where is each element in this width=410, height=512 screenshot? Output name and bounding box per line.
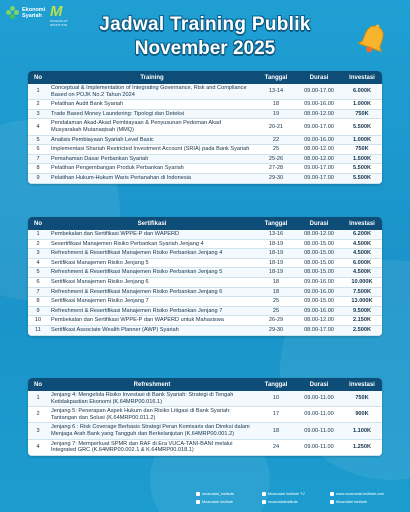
row-number: 9 (28, 173, 48, 183)
table-row (28, 173, 382, 183)
row-date: 19 (256, 109, 296, 119)
row-number: 8 (28, 164, 48, 174)
row-number: 6 (28, 145, 48, 155)
linkedin-icon (330, 500, 334, 504)
table-row (28, 391, 382, 407)
row-title: Pembekalan dan Sertifikasi WPPE-P dan WAPERD (48, 230, 256, 239)
row-title: Refreshment & Resertifikasi Manajemen Risiko Perbankan Jenjang 4 (48, 249, 256, 259)
row-duration: 08.00-15.00 (296, 249, 342, 259)
row-price: 6.000K (342, 84, 382, 100)
row-duration: 08.00-15.00 (296, 239, 342, 249)
row-number: 7 (28, 154, 48, 164)
row-duration: 08.00-12.00 (296, 154, 342, 164)
row-number: 4 (28, 439, 48, 455)
row-duration: 09.00-16.00 (296, 100, 342, 110)
row-duration: 09.00-11.00 (296, 407, 342, 423)
row-date: 24 (256, 439, 296, 455)
row-title: Pelatihan Audit Bank Syariah (48, 100, 256, 110)
row-number: 9 (28, 306, 48, 316)
row-price: 750K (342, 109, 382, 119)
row-duration: 08.00-17.00 (296, 325, 342, 335)
row-title: Implementasi Shariah Restricted Investment Account (SRIA) pada Bank Syariah (48, 145, 256, 155)
row-price: 7.500K (342, 287, 382, 297)
row-date: 18 (256, 100, 296, 110)
row-title: Sertifikasi Manajemen Risiko Jenjang 7 (48, 297, 256, 307)
row-price: 9.500K (342, 306, 382, 316)
table-header (28, 378, 382, 391)
row-date: 18-19 (256, 268, 296, 278)
footer-facebook[interactable]: Muamalat Institute (196, 500, 233, 504)
table-header (28, 217, 382, 230)
table-row (28, 277, 382, 287)
row-price: 4.500K (342, 239, 382, 249)
row-duration: 09.00-11.00 (296, 439, 342, 455)
row-number: 2 (28, 100, 48, 110)
col-no: No (28, 71, 48, 84)
logo1-line2: Syariah (22, 13, 42, 19)
row-date: 25 (256, 145, 296, 155)
row-number: 1 (28, 391, 48, 407)
row-date: 29-30 (256, 173, 296, 183)
row-date: 18 (256, 423, 296, 439)
logo2-sub: MUAMALAT INSTITUTE (50, 19, 68, 27)
row-price: 4.500K (342, 249, 382, 259)
table-header (28, 71, 382, 84)
table-row (28, 306, 382, 316)
footer-instagram[interactable]: muamalat_institute (196, 492, 234, 496)
row-price: 900K (342, 407, 382, 423)
row-price: 1.500K (342, 154, 382, 164)
instagram-icon (196, 492, 200, 496)
row-duration: 09.00-16.00 (296, 287, 342, 297)
col-price: Investasi (342, 378, 382, 391)
row-title: Jenjang 5: Penerapan Aspek Hukum dan Risiko Litigasi di Bank Syariah: Tantangan dan Solusi (K.64MRP00.011.2) (48, 407, 256, 423)
row-price: 1.250K (342, 439, 382, 455)
table-row (28, 297, 382, 307)
row-date: 18 (256, 277, 296, 287)
row-number: 8 (28, 297, 48, 307)
row-title: Sertifikasi Manajemen Risiko Jenjang 5 (48, 258, 256, 268)
row-date: 13-14 (256, 84, 296, 100)
table-row (28, 135, 382, 145)
table-row (28, 119, 382, 135)
col-duration: Durasi (296, 378, 342, 391)
row-number: 5 (28, 268, 48, 278)
col-duration: Durasi (296, 217, 342, 230)
row-price: 2.150K (342, 316, 382, 326)
sertifikasi-table (28, 217, 382, 336)
row-price: 5.500K (342, 119, 382, 135)
col-duration: Durasi (296, 71, 342, 84)
refreshment-table (28, 378, 382, 456)
row-price: 750K (342, 391, 382, 407)
row-duration: 08.00-15.00 (296, 268, 342, 278)
table-row (28, 268, 382, 278)
row-duration: 08.00-12.00 (296, 230, 342, 239)
row-number: 7 (28, 287, 48, 297)
bell-icon (356, 22, 390, 56)
row-date: 26-29 (256, 316, 296, 326)
row-date: 10 (256, 391, 296, 407)
row-date: 20-21 (256, 119, 296, 135)
table-row (28, 145, 382, 155)
row-date: 25-26 (256, 154, 296, 164)
page-title: Jadwal Training Publik (99, 14, 311, 35)
table-row (28, 316, 382, 326)
table-row (28, 407, 382, 423)
logo1-line1: Ekonomi (22, 7, 46, 13)
row-number: 2 (28, 407, 48, 423)
row-date: 18-19 (256, 258, 296, 268)
row-duration: 08.00-12.00 (296, 316, 342, 326)
row-number: 1 (28, 84, 48, 100)
row-price: 2.500K (342, 325, 382, 335)
row-price: 10.000K (342, 277, 382, 287)
row-price: 5.500K (342, 164, 382, 174)
table-row (28, 249, 382, 259)
table-row (28, 258, 382, 268)
page-subtitle: November 2025 (134, 38, 276, 59)
col-date: Tanggal (256, 378, 296, 391)
row-number: 3 (28, 249, 48, 259)
twitter-icon (262, 500, 266, 504)
globe-icon (330, 492, 334, 496)
row-duration: 09.00-17.00 (296, 164, 342, 174)
row-date: 22 (256, 135, 296, 145)
row-date: 17 (256, 407, 296, 423)
row-duration: 09.00-16.00 (296, 277, 342, 287)
row-title: Sesertifikasi Manajemen Risiko Perbankan Syariah Jenjang 4 (48, 239, 256, 249)
row-date: 27-28 (256, 164, 296, 174)
row-duration: 09.00-17.00 (296, 119, 342, 135)
row-number: 1 (28, 230, 48, 239)
col-date: Tanggal (256, 71, 296, 84)
logo2-mark: M (50, 3, 63, 20)
row-number: 3 (28, 423, 48, 439)
table-row (28, 287, 382, 297)
row-date: 25 (256, 297, 296, 307)
facebook-icon (196, 500, 200, 504)
row-title: Sertifikasi Manajemen Risiko Jenjang 6 (48, 277, 256, 287)
row-title: Analisis Pembiayaan Syariah Level Basic (48, 135, 256, 145)
table-row (28, 439, 382, 455)
col-date: Tanggal (256, 217, 296, 230)
row-title: Conceptual & Implementation of Integrating Governance, Risk and Compliance Based on POJK No.2 Tahun 2024 (48, 84, 256, 100)
col-title: Sertifikasi (48, 217, 256, 230)
row-date: 18-19 (256, 239, 296, 249)
row-title: Pemahaman Dasar Perbankan Syariah (48, 154, 256, 164)
row-number: 3 (28, 109, 48, 119)
row-title: Refreshment & Resertifikasi Manajemen Risiko Perbankan Jenjang 5 (48, 268, 256, 278)
row-number: 11 (28, 325, 48, 335)
row-number: 5 (28, 135, 48, 145)
row-duration: 08.00-15.00 (296, 258, 342, 268)
col-price: Investasi (342, 217, 382, 230)
col-no: No (28, 217, 48, 230)
row-title: Pendalaman Akad-Akad Pembiayaan & Penyusunan Pedoman Akad Musyarakah Mutanaqisah (MMQ) (48, 119, 256, 135)
row-title: Pelatihan Hukum-Hukum Waris Pertanahan di Indonesia (48, 173, 256, 183)
row-price: 1.000K (342, 100, 382, 110)
footer-youtube[interactable]: Muamalat Institute TV (262, 492, 305, 496)
row-date: 25 (256, 306, 296, 316)
row-price: 750K (342, 145, 382, 155)
table-row (28, 84, 382, 100)
row-date: 18-19 (256, 249, 296, 259)
row-title: Sertifikasi Associate Wealth Planner (AWP) Syariah (48, 325, 256, 335)
row-number: 4 (28, 119, 48, 135)
footer (0, 490, 410, 512)
table-row (28, 239, 382, 249)
row-title: Jenjang 6 : Risk Coverage Berbasis Strategi Peran Komisaris dan Direksi dalam Menjaga Arah Bank yang Tangguh dan Berkelanjutan (K.64MRP00.001.2) (48, 423, 256, 439)
row-price: 6.000K (342, 258, 382, 268)
row-date: 29-30 (256, 325, 296, 335)
row-number: 4 (28, 258, 48, 268)
row-title: Pelatihan Pengembangan Produk Perbankan Syariah (48, 164, 256, 174)
row-title: Jenjang 7: Memperkuat SPMR dan RAF di Era VUCA-TANI-BANI melalui Integrated GRC (K.64MRP00.002.1 & K.64MRP00.018.1) (48, 439, 256, 455)
row-date: 18 (256, 287, 296, 297)
row-title: Refreshment & Resertifikasi Manajemen Risiko Perbankan Jenjang 6 (48, 287, 256, 297)
row-duration: 09.00-17.00 (296, 84, 342, 100)
row-duration: 08.00-12.00 (296, 109, 342, 119)
table-row (28, 100, 382, 110)
row-title: Trade Based Money Laundering: Tipologi dan Deteksi (48, 109, 256, 119)
training-table (28, 71, 382, 184)
row-price: 1.000K (342, 135, 382, 145)
row-duration: 09.00-16.00 (296, 306, 342, 316)
youtube-icon (262, 492, 266, 496)
row-duration: 09.00-17.00 (296, 173, 342, 183)
table-row (28, 154, 382, 164)
row-duration: 08.00-12.00 (296, 145, 342, 155)
header (0, 0, 410, 64)
row-title: Jenjang 4: Mengelola Risiko Investasi di Bank Syariah: Strategi di Tengah Ketidakpastian Ekonomi (K.64MRP00.016.1) (48, 391, 256, 407)
row-title: Pembekalan dan Sertifikasi WPPE-P dan WAPERD untuk Mahasiswa (48, 316, 256, 326)
col-price: Investasi (342, 71, 382, 84)
col-title: Refreshment (48, 378, 256, 391)
row-date: 13-16 (256, 230, 296, 239)
row-duration: 09.00-16.00 (296, 135, 342, 145)
footer-website[interactable]: www.muamalat-institute.com (330, 492, 384, 496)
row-price: 13.000K (342, 297, 382, 307)
table-row (28, 109, 382, 119)
row-price: 5.500K (342, 173, 382, 183)
col-no: No (28, 378, 48, 391)
row-price: 6.200K (342, 230, 382, 239)
table-row (28, 164, 382, 174)
table-row (28, 423, 382, 439)
row-duration: 09.00-15.00 (296, 297, 342, 307)
row-number: 6 (28, 277, 48, 287)
row-number: 10 (28, 316, 48, 326)
footer-twitter[interactable]: muamalatinstitute (262, 500, 298, 504)
row-duration: 09.00-11.00 (296, 391, 342, 407)
col-title: Training (48, 71, 256, 84)
footer-linkedin[interactable]: Muamalat Institute (330, 500, 367, 504)
table-row (28, 325, 382, 335)
row-price: 1.100K (342, 423, 382, 439)
row-duration: 09.00-11.00 (296, 423, 342, 439)
row-title: Refreshment & Resertifikasi Manajemen Risiko Perbankan Jenjang 7 (48, 306, 256, 316)
row-number: 2 (28, 239, 48, 249)
table-row (28, 230, 382, 239)
row-price: 4.500K (342, 268, 382, 278)
